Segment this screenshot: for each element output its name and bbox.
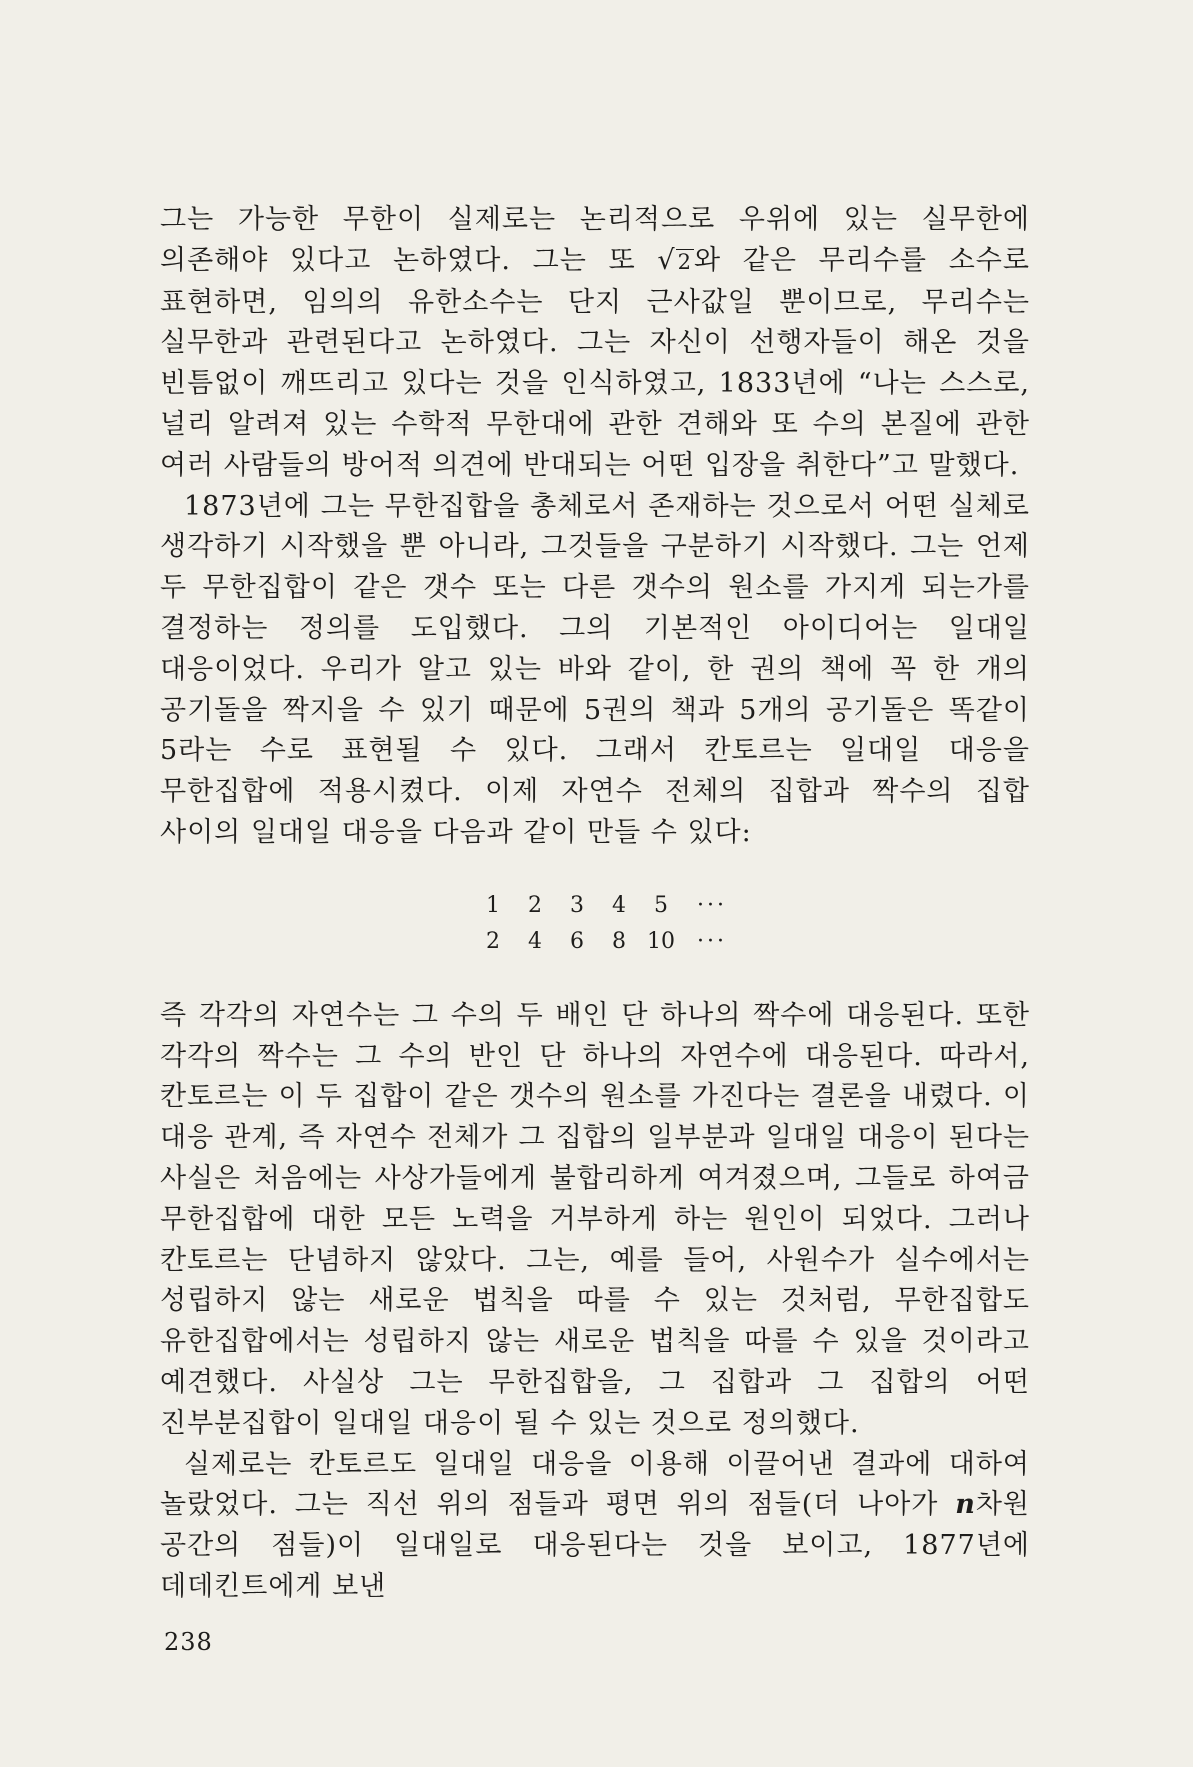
paragraph-4 bbox=[160, 1445, 1030, 1608]
mapping-row-natural-numbers bbox=[472, 888, 1030, 924]
paragraph-4-text-b: 차원 공간의 점들)이 일대일로 대응된다는 것을 보이고, 1877년에 데데킨트에게 보낸 bbox=[160, 1489, 1030, 1602]
mapping-cell: 5 bbox=[654, 892, 668, 918]
paragraph-2: 1873년에 그는 무한집합을 총체로서 존재하는 것으로서 어떤 실체로 생각하기 시작했을 뿐 아니라, 그것들을 구분하기 시작했다. 그는 언제 두 무한집합이 같은 갯수 또는 다른 갯수의 원소를 가지게 되는가를 결정하는 정의를 도입했다. 그의 기본적인 아이디어는 일대일 대응이었다. 우리가 알고 있는 바와 같이, 한 권의 책에 꼭 한 개의 공기돌을 짝지을 수 있기 때문에 5권의 책과 5개의 공기돌은 똑같이 5라는 수로 표현될 수 있다. 그래서 칸토르는 일대일 대응을 무한집합에 적용시켰다. 이제 자연수 전체의 집합과 짝수의 집합 사이의 일대일 대응을 다음과 같이 만들 수 있다: bbox=[160, 490, 1030, 848]
mapping-cell: 4 bbox=[528, 928, 542, 954]
mapping-cell: 3 bbox=[570, 892, 584, 918]
mapping-cell: 6 bbox=[570, 928, 584, 954]
page-number: 238 bbox=[164, 1628, 213, 1656]
paragraph-1 bbox=[160, 200, 1030, 487]
mapping-cell: 2 bbox=[486, 928, 500, 954]
sqrt-symbol: √ bbox=[657, 244, 676, 276]
mapping-cell: 10 bbox=[647, 928, 675, 954]
paragraph-4-text-a: 실제로는 칸토르도 일대일 대응을 이용해 이끌어낸 결과에 대하여 놀랐었다. 그는 직선 위의 점들과 평면 위의 점들(더 나아가 bbox=[160, 1448, 1030, 1521]
page-text-body bbox=[160, 200, 1030, 1608]
mapping-cell: 2 bbox=[528, 892, 542, 918]
paragraph-1-text-a: 그는 가능한 무한이 실제로는 논리적으로 우위에 있는 실무한에 의존해야 있다고 논하였다. 그는 또 bbox=[160, 204, 1030, 276]
italic-n: n bbox=[955, 1489, 976, 1521]
mapping-cell: 8 bbox=[612, 928, 626, 954]
mapping-ellipsis: ··· bbox=[697, 928, 727, 954]
mapping-cell: 4 bbox=[612, 892, 626, 918]
mapping-cell: 1 bbox=[486, 892, 500, 918]
paragraph-3: 즉 각각의 자연수는 그 수의 두 배인 단 하나의 짝수에 대응된다. 또한 각각의 짝수는 그 수의 반인 단 하나의 자연수에 대응된다. 따라서, 칸토르는 이 두 집합이 같은 갯수의 원소를 가진다는 결론을 내렸다. 이 대응 관계, 즉 자연수 전체가 그 집합의 일부분과 일대일 대응이 된다는 사실은 처음에는 사상가들에게 불합리하게 여겨졌으며, 그들로 하여금 무한집합에 대한 모든 노력을 거부하게 하는 원인이 되었다. 그러나 칸토르는 단념하지 않았다. 그는, 예를 들어, 사원수가 실수에서는 성립하지 않는 새로운 법칙을 따를 수 있는 것처럼, 무한집합도 유한집합에서는 성립하지 않는 새로운 법칙을 따를 수 있을 것이라고 예견했다. 사실상 그는 무한집합을, 그 집합과 그 집합의 어떤 진부분집합이 일대일 대응이 될 수 있는 것으로 정의했다. bbox=[160, 999, 1030, 1439]
paragraph-1-text-b: 와 같은 무리수를 소수로 표현하면, 임의의 유한소수는 단지 근사값일 뿐이므로, 무리수는 실무한과 관련된다고 논하였다. 그는 자신이 선행자들이 해온 것을 빈틈없이 깨뜨리고 있다는 것을 인식하였고, 1833년에 “나는 스스로, 널리 알려져 있는 수학적 무한대에 관한 견해와 또 수의 본질에 관한 여러 사람들의 방어적 의견에 반대되는 어떤 입장을 취한다”고 말했다. bbox=[160, 244, 1030, 481]
mapping-ellipsis: ··· bbox=[697, 892, 727, 918]
sqrt-expression bbox=[657, 245, 694, 276]
sqrt-radicand: 2 bbox=[677, 249, 692, 274]
one-to-one-mapping bbox=[160, 888, 1030, 960]
mapping-row-even-numbers bbox=[472, 924, 1030, 960]
